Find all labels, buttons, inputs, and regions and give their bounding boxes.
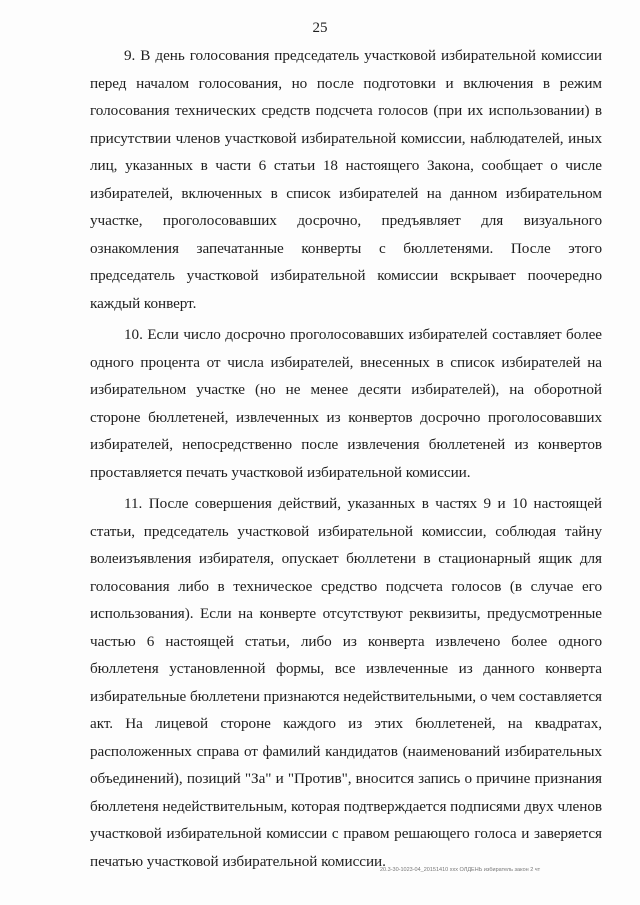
footer-stamp: 20.3-30-1023-04_20151410 ххх ОЛДЕНЬ избиратель закон 2 чт	[380, 867, 541, 873]
body-text	[90, 42, 602, 879]
paragraph-9: 9. В день голосования председатель участковой избирательной комиссии перед началом голосования, но после подготовки и включения в режим голосования технических средств подсчета голосов (при их использовании) в присутствии членов участковой избирательной комиссии, наблюдателей, иных лиц, указанных в части 6 статьи 18 настоящего Закона, сообщает о числе избирателей, включенных в список избирателей на данном избирательном участке, проголосовавших досрочно, предъявляет для визуального ознакомления запечатанные конверты с бюллетенями. После этого председатель участковой избирательной комиссии вскрывает поочередно каждый конверт.	[90, 47, 602, 312]
paragraph-11: 11. После совершения действий, указанных в частях 9 и 10 настоящей статьи, председатель участковой избирательной комиссии, соблюдая тайну волеизъявления избирателя, опускает бюллетени в стационарный ящик для голосования либо в техническое средство подсчета голосов (в случае его использования). Если на конверте отсутствуют реквизиты, предусмотренные частью 6 настоящей статьи, либо из конверта извлечено более одного бюллетеня установленной формы, все извлеченные из данного конверта избирательные бюллетени признаются недействительными, о чем составляется акт. На лицевой стороне каждого из этих бюллетеней, на квадратах, расположенных справа от фамилий кандидатов (наименований избирательных объединений), позиций "За" и "Против", вносится запись о причине признания бюллетеня недействительным, которая подтверждается подписями двух членов участковой избирательной комиссии с правом решающего голоса и заверяется печатью участковой избирательной комиссии.	[90, 495, 602, 870]
paragraph-10: 10. Если число досрочно проголосовавших избирателей составляет более одного процента от числа избирателей, внесенных в список избирателей на избирательном участке (но не менее десяти избирателей), на оборотной стороне бюллетеней, извлеченных из конвертов досрочно проголосовавших избирателей, непосредственно после извлечения бюллетеней из конвертов проставляется печать участковой избирательной комиссии.	[90, 326, 602, 481]
page-number: 25	[312, 20, 328, 36]
